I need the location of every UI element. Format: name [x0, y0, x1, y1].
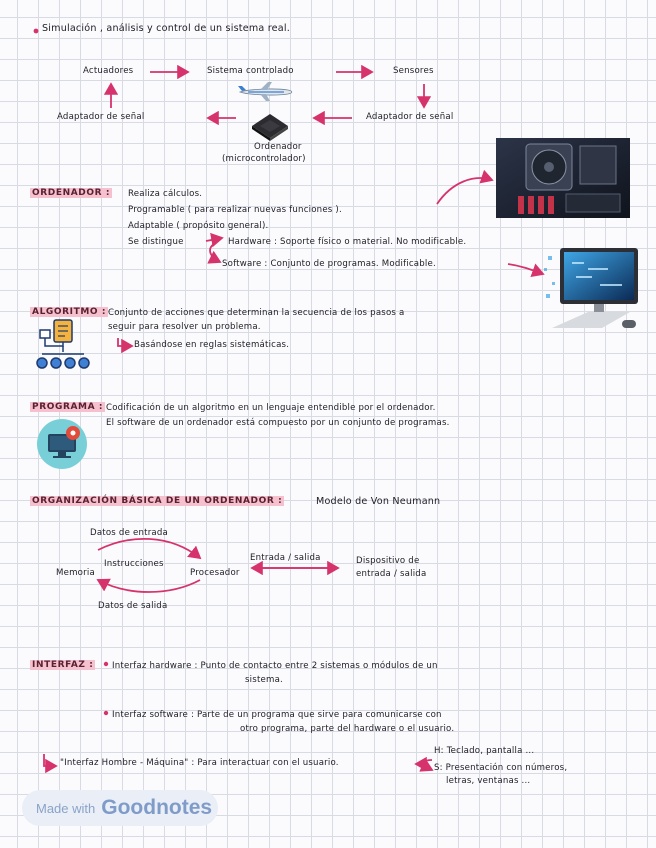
- ordenador-distingue: Se distingue: [128, 237, 184, 247]
- label-sensores: Sensores: [393, 66, 434, 76]
- label-dispositivo-1: Dispositivo de: [356, 556, 420, 566]
- ordenador-line-2: Programable ( para realizar nuevas funciones ).: [128, 205, 342, 215]
- goodnotes-badge[interactable]: [22, 790, 218, 826]
- interfaz-software-2: otro programa, parte del hardware o el usuario.: [240, 724, 455, 734]
- badge-made-with: Made with: [36, 800, 96, 816]
- label-entrada-salida: Entrada / salida: [250, 553, 321, 563]
- ordenador-software: Software : Conjunto de programas. Modificable.: [222, 259, 436, 269]
- intro-title: Simulación , análisis y control de un sistema real.: [42, 23, 290, 34]
- interfaz-hardware-1: Interfaz hardware : Punto de contacto entre 2 sistemas o módulos de un: [112, 661, 438, 671]
- label-datos-entrada: Datos de entrada: [90, 528, 169, 538]
- heading-interfaz: INTERFAZ :: [32, 660, 94, 670]
- label-ordenador: Ordenador: [254, 142, 302, 152]
- algoritmo-line-3: Basándose en reglas sistemáticas.: [134, 340, 290, 350]
- algoritmo-line-2: seguir para resolver un problema.: [108, 322, 261, 332]
- heading-ordenador: ORDENADOR :: [32, 188, 111, 198]
- label-adaptador-left: Adaptador de señal: [57, 112, 145, 122]
- computer-image: [542, 242, 644, 334]
- interfaz-hardware-2: sistema.: [245, 675, 283, 685]
- label-datos-salida: Datos de salida: [98, 601, 168, 611]
- label-adaptador-right: Adaptador de señal: [366, 112, 454, 122]
- algoritmo-line-1: Conjunto de acciones que determinan la secuencia de los pasos a: [108, 308, 405, 318]
- badge-brand: Goodnotes: [101, 796, 213, 819]
- interfaz-s-1: S: Presentación con números,: [434, 763, 568, 773]
- label-memoria: Memoria: [56, 568, 95, 578]
- interfaz-software-1: Interfaz software : Parte de un programa que sirve para comunicarse con: [112, 710, 442, 720]
- label-microcontrolador: (microcontrolador): [222, 154, 306, 164]
- programa-line-2: El software de un ordenador está compuesto por un conjunto de programas.: [106, 418, 450, 428]
- monitor-gear-icon: [36, 418, 88, 470]
- ordenador-line-1: Realiza cálculos.: [128, 189, 203, 199]
- interfaz-h: H: Teclado, pantalla ...: [434, 746, 535, 756]
- interfaz-s-2: letras, ventanas ...: [446, 776, 531, 786]
- heading-organizacion: ORGANIZACIÓN BÁSICA DE UN ORDENADOR :: [32, 496, 283, 506]
- interfaz-hombre-maquina: "Interfaz Hombre - Máquina" : Para interactuar con el usuario.: [60, 758, 339, 768]
- airplane-icon: [236, 80, 296, 102]
- heading-programa: PROGRAMA :: [32, 402, 104, 412]
- label-dispositivo-2: entrada / salida: [356, 569, 427, 579]
- programa-line-1: Codificación de un algoritmo en un lenguaje entendible por el ordenador.: [106, 403, 436, 413]
- heading-algoritmo: ALGORITMO :: [32, 307, 107, 317]
- ordenador-hardware: Hardware : Soporte físico o material. No modificable.: [228, 237, 467, 247]
- flowchart-icon: [34, 318, 92, 372]
- label-procesador: Procesador: [190, 568, 240, 578]
- organizacion-modelo: Modelo de Von Neumann: [316, 496, 441, 507]
- microchip-icon: [248, 110, 292, 142]
- ordenador-line-3: Adaptable ( propósito general).: [128, 221, 269, 231]
- label-sistema-controlado: Sistema controlado: [207, 66, 294, 76]
- motherboard-image: [496, 138, 630, 218]
- label-actuadores: Actuadores: [83, 66, 134, 76]
- label-instrucciones: Instrucciones: [104, 559, 164, 569]
